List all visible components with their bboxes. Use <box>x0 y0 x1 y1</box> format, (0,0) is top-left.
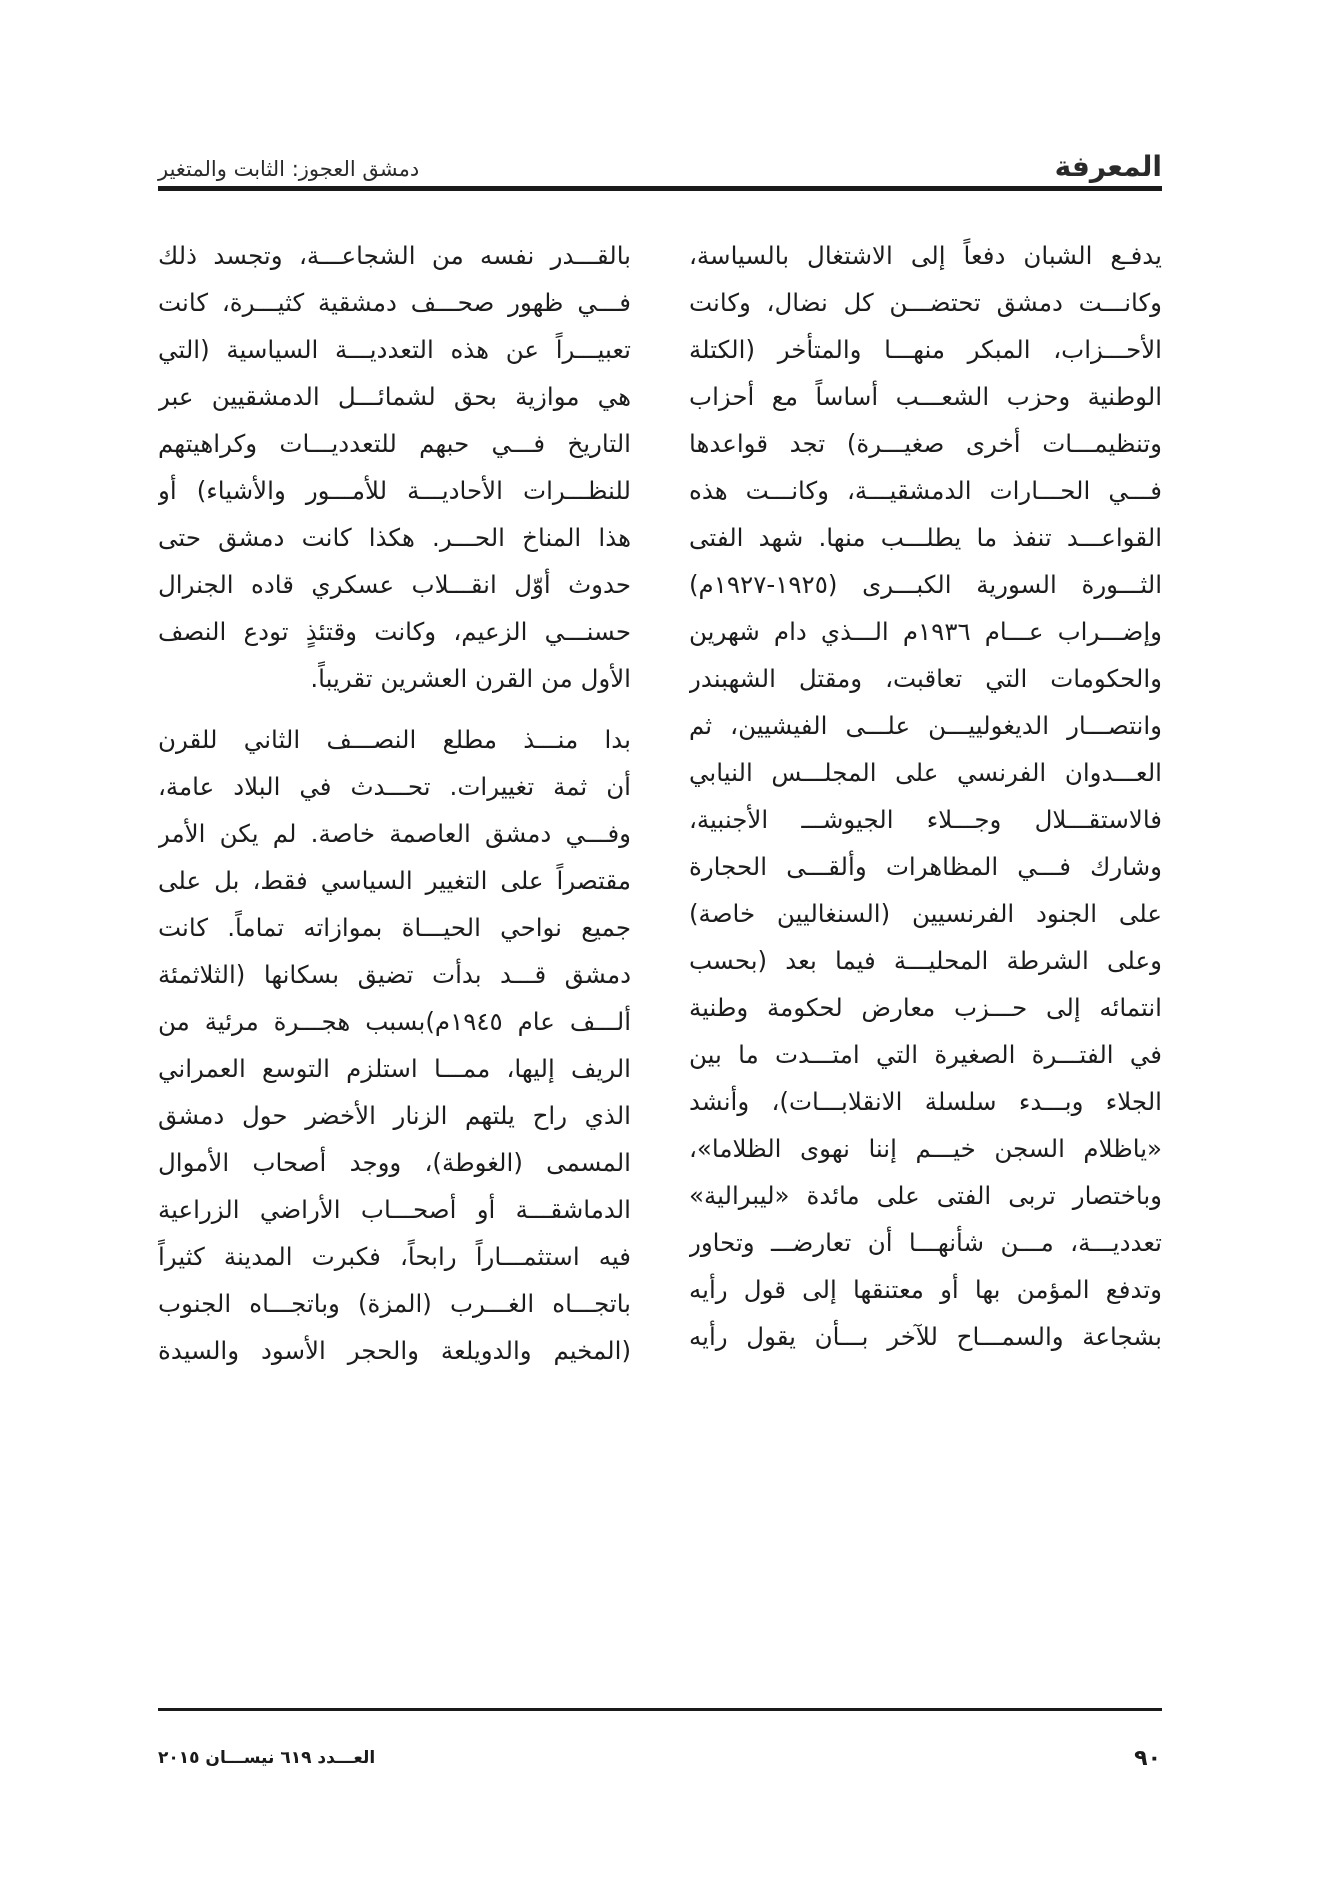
text-line: الذي راح يلتهم الزنار الأخضر حول دمشق <box>158 1101 631 1130</box>
text-line: العـــدوان الفرنسي على المجلـــس النيابي <box>689 758 1162 787</box>
text-line: بدا منـــذ مطلع النصـــف الثاني للقرن <box>158 725 631 754</box>
text-line: هذا المناخ الحـــر. هكذا كانت دمشق حتى <box>158 523 631 552</box>
text-line: للنظـــرات الأحاديـــة للأمـــور والأشياء) أو <box>158 476 631 505</box>
text-line: يدفـع الشبان دفعاً إلى الاشتغال بالسياسة، <box>689 241 1162 270</box>
issue-info: العـــدد ٦١٩ نيســـان ٢٠١٥ <box>158 1748 376 1768</box>
text-line: أن ثمة تغييرات. تحـــدث في البلاد عامة، <box>158 772 631 801</box>
text-line: فيه استثمـــاراً رابحاً، فكبرت المدينة كثيراً <box>158 1242 631 1271</box>
text-line: وباختصار تربى الفتى على مائدة «ليبرالية» <box>689 1181 1162 1210</box>
text-line: المسمى (الغوطة)، ووجد أصحاب الأموال <box>158 1148 631 1177</box>
text-line: وفـــي دمشق العاصمة خاصة. لم يكن الأمر <box>158 819 631 848</box>
text-line: التاريخ فـــي حبهم للتعدديـــات وكراهيتهم <box>158 429 631 458</box>
text-line: وإضـــراب عـــام ١٩٣٦م الـــذي دام شهرين <box>689 617 1162 646</box>
text-line: والحكومات التي تعاقبت، ومقتل الشهبندر <box>689 664 1162 693</box>
text-line: «ياظلام السجن خيـــم إننا نهوى الظلاما»، <box>689 1134 1162 1163</box>
text-line: فالاستقـــلال وجـــلاء الجيوشـــ الأجنبية، <box>689 805 1162 834</box>
text-line: ألـــف عام ١٩٤٥م)بسبب هجـــرة مرئية من <box>158 1007 631 1036</box>
text-line: الجلاء وبـــدء سلسلة الانقلابـــات)، وأنشد <box>689 1087 1162 1116</box>
magazine-logo: المعرفة <box>1054 150 1162 183</box>
text-line: الريف إليها، ممـــا استلزم التوسع العمراني <box>158 1054 631 1083</box>
header-rule <box>158 186 1162 191</box>
text-line: بالقـــدر نفسه من الشجاعـــة، وتجسد ذلك <box>158 241 631 270</box>
paragraph-gap <box>158 702 631 716</box>
text-line: بشجاعة والسمـــاح للآخر بـــأن يقول رأيه <box>689 1322 1162 1351</box>
footer-rule <box>158 1708 1162 1711</box>
text-line: باتجـــاه الغـــرب (المزة) وباتجـــاه الجنوب <box>158 1289 631 1318</box>
text-column-left <box>158 232 631 1374</box>
text-line: فـــي الحـــارات الدمشقيـــة، وكانـــت هذه <box>689 476 1162 505</box>
text-line: الأول من القرن العشرين تقريباً. <box>310 664 631 693</box>
text-line: مقتصراً على التغيير السياسي فقط، بل على <box>158 866 631 895</box>
text-line: جميع نواحي الحيـــاة بموازاته تماماً. كانت <box>158 913 631 942</box>
running-title: دمشق العجوز: الثابت والمتغير <box>158 157 420 181</box>
text-line: تعدديـــة، مـــن شأنهـــا أن تعارضـــ وتحاور <box>689 1228 1162 1257</box>
text-line: تعبيـــراً عن هذه التعدديـــة السياسية (التي <box>158 335 631 364</box>
text-line: وعلى الشرطة المحليـــة فيما بعد (بحسب <box>689 946 1162 975</box>
text-line: وتدفع المؤمن بها أو معتنقها إلى قول رأيه <box>689 1275 1162 1304</box>
text-line: وتنظيمـــات أخرى صغيـــرة) تجد قواعدها <box>689 429 1162 458</box>
text-line: في الفتـــرة الصغيرة التي امتـــدت ما بين <box>689 1040 1162 1069</box>
text-line: الدماشقـــة أو أصحـــاب الأراضي الزراعية <box>158 1195 631 1224</box>
text-line: وانتصـــار الديغولييـــن علـــى الفيشيين، ثم <box>689 711 1162 740</box>
text-line: الأحـــزاب، المبكر منهـــا والمتأخر (الكتلة <box>689 335 1162 364</box>
text-line: حدوث أوّل انقـــلاب عسكري قاده الجنرال <box>158 570 631 599</box>
text-line: وكانـــت دمشق تحتضـــن كل نضال، وكانت <box>689 288 1162 317</box>
text-line: هي موازية بحق لشمائـــل الدمشقيين عبر <box>158 382 631 411</box>
text-line: وشارك فـــي المظاهرات وألقـــى الحجارة <box>689 852 1162 881</box>
text-line: القواعـــد تنفذ ما يطلـــب منها. شهد الفتى <box>689 523 1162 552</box>
page-number: ٩٠ <box>1134 1746 1161 1771</box>
page-header <box>158 150 1162 184</box>
text-line: (المخيم والدويلعة والحجر الأسود والسيدة <box>158 1336 631 1365</box>
text-line: الثـــورة السورية الكبـــرى (١٩٢٥-١٩٢٧م) <box>689 570 1162 599</box>
text-line: الوطنية وحزب الشعـــب أساساً مع أحزاب <box>689 382 1162 411</box>
text-line: فـــي ظهور صحـــف دمشقية كثيـــرة، كانت <box>158 288 631 317</box>
text-line: انتمائه إلى حـــزب معارض لحكومة وطنية <box>689 993 1162 1022</box>
text-line: حسنـــي الزعيم، وكانت وقتئذٍ تودع النصف <box>158 617 631 646</box>
text-line: على الجنود الفرنسيين (السنغاليين خاصة) <box>689 899 1162 928</box>
text-column-right <box>689 232 1162 1360</box>
text-line: دمشق قـــد بدأت تضيق بسكانها (الثلاثمئة <box>158 960 631 989</box>
